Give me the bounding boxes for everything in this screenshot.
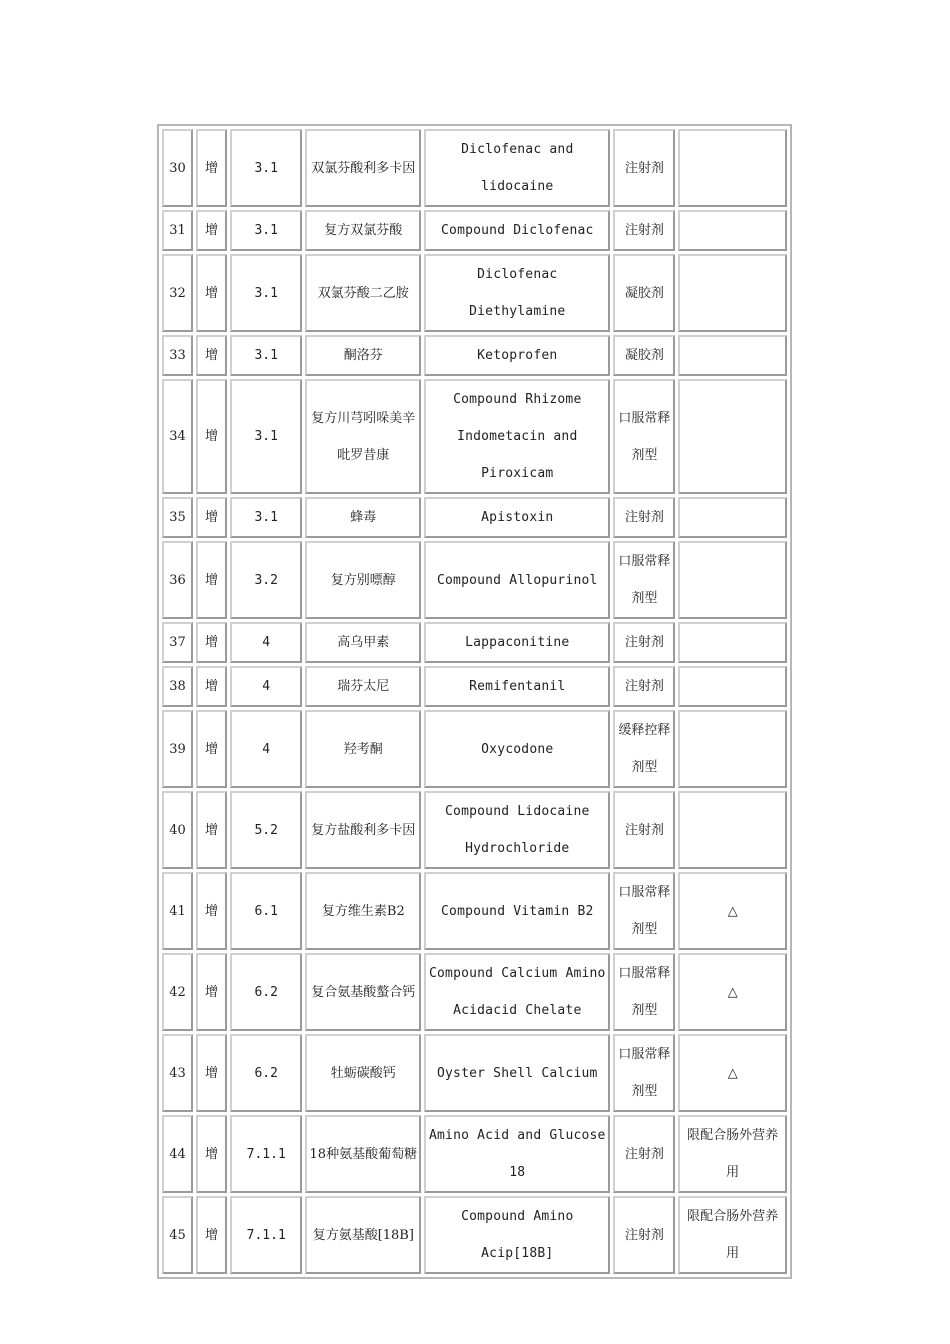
- dosage-form-cell: 注射剂: [613, 666, 675, 707]
- chinese-name-cell: 复方氨基酸[18B]: [305, 1196, 421, 1274]
- row-number-cell: 41: [162, 872, 193, 950]
- change-type-cell: 增: [196, 622, 227, 663]
- row-number-cell: 30: [162, 129, 193, 207]
- remark-cell: [678, 379, 787, 494]
- dosage-form-cell: 口服常释剂型: [613, 953, 675, 1031]
- table-row: [162, 379, 787, 494]
- english-name-cell: Compound Rhizome Indometacin and Piroxicam: [424, 379, 610, 494]
- remark-cell: [678, 254, 787, 332]
- category-code-cell: 3.1: [230, 210, 302, 251]
- english-name-cell: Lappaconitine: [424, 622, 610, 663]
- table-row: [162, 791, 787, 869]
- english-name-cell: Remifentanil: [424, 666, 610, 707]
- table-row: [162, 210, 787, 251]
- chinese-name-cell: 复方双氯芬酸: [305, 210, 421, 251]
- chinese-name-cell: 双氯芬酸二乙胺: [305, 254, 421, 332]
- change-type-cell: 增: [196, 210, 227, 251]
- change-type-cell: 增: [196, 129, 227, 207]
- remark-cell: △: [678, 872, 787, 950]
- table-row: [162, 1196, 787, 1274]
- table-row: [162, 953, 787, 1031]
- dosage-form-cell: 口服常释剂型: [613, 872, 675, 950]
- table-row: [162, 872, 787, 950]
- remark-cell: [678, 541, 787, 619]
- row-number-cell: 33: [162, 335, 193, 376]
- chinese-name-cell: 酮洛芬: [305, 335, 421, 376]
- dosage-form-cell: 凝胶剂: [613, 335, 675, 376]
- change-type-cell: 增: [196, 1115, 227, 1193]
- table-row: [162, 129, 787, 207]
- remark-cell: [678, 335, 787, 376]
- english-name-cell: Compound Lidocaine Hydrochloride: [424, 791, 610, 869]
- row-number-cell: 36: [162, 541, 193, 619]
- category-code-cell: 7.1.1: [230, 1115, 302, 1193]
- row-number-cell: 35: [162, 497, 193, 538]
- dosage-form-cell: 口服常释剂型: [613, 1034, 675, 1112]
- document-page: [157, 124, 792, 1279]
- dosage-form-cell: 口服常释剂型: [613, 541, 675, 619]
- row-number-cell: 39: [162, 710, 193, 788]
- english-name-cell: Ketoprofen: [424, 335, 610, 376]
- dosage-form-cell: 口服常释剂型: [613, 379, 675, 494]
- dosage-form-cell: 注射剂: [613, 1115, 675, 1193]
- english-name-cell: Diclofenac and lidocaine: [424, 129, 610, 207]
- remark-cell: [678, 129, 787, 207]
- remark-cell: △: [678, 953, 787, 1031]
- category-code-cell: 5.2: [230, 791, 302, 869]
- english-name-cell: Amino Acid and Glucose 18: [424, 1115, 610, 1193]
- remark-cell: [678, 791, 787, 869]
- chinese-name-cell: 18种氨基酸葡萄糖: [305, 1115, 421, 1193]
- remark-cell: △: [678, 1034, 787, 1112]
- english-name-cell: Oxycodone: [424, 710, 610, 788]
- table-row: [162, 541, 787, 619]
- english-name-cell: Compound Diclofenac: [424, 210, 610, 251]
- drug-list-table: [157, 124, 792, 1279]
- change-type-cell: 增: [196, 1034, 227, 1112]
- table-row: [162, 710, 787, 788]
- row-number-cell: 44: [162, 1115, 193, 1193]
- english-name-cell: Compound Amino Acip[18B]: [424, 1196, 610, 1274]
- change-type-cell: 增: [196, 872, 227, 950]
- dosage-form-cell: 缓释控释剂型: [613, 710, 675, 788]
- chinese-name-cell: 复方别嘌醇: [305, 541, 421, 619]
- chinese-name-cell: 牡蛎碳酸钙: [305, 1034, 421, 1112]
- dosage-form-cell: 注射剂: [613, 1196, 675, 1274]
- table-row: [162, 497, 787, 538]
- change-type-cell: 增: [196, 791, 227, 869]
- chinese-name-cell: 复方川芎吲哚美辛吡罗昔康: [305, 379, 421, 494]
- category-code-cell: 4: [230, 710, 302, 788]
- table-row: [162, 1034, 787, 1112]
- row-number-cell: 42: [162, 953, 193, 1031]
- category-code-cell: 3.1: [230, 497, 302, 538]
- table-row: [162, 622, 787, 663]
- category-code-cell: 4: [230, 666, 302, 707]
- english-name-cell: Compound Allopurinol: [424, 541, 610, 619]
- english-name-cell: Compound Calcium Amino Acidacid Chelate: [424, 953, 610, 1031]
- table-row: [162, 254, 787, 332]
- dosage-form-cell: 凝胶剂: [613, 254, 675, 332]
- category-code-cell: 7.1.1: [230, 1196, 302, 1274]
- change-type-cell: 增: [196, 710, 227, 788]
- chinese-name-cell: 复方维生素B2: [305, 872, 421, 950]
- category-code-cell: 3.1: [230, 129, 302, 207]
- remark-cell: [678, 622, 787, 663]
- change-type-cell: 增: [196, 497, 227, 538]
- change-type-cell: 增: [196, 953, 227, 1031]
- english-name-cell: Apistoxin: [424, 497, 610, 538]
- change-type-cell: 增: [196, 666, 227, 707]
- english-name-cell: Diclofenac Diethylamine: [424, 254, 610, 332]
- table-body: [162, 129, 787, 1274]
- english-name-cell: Oyster Shell Calcium: [424, 1034, 610, 1112]
- table-row: [162, 1115, 787, 1193]
- chinese-name-cell: 蜂毒: [305, 497, 421, 538]
- row-number-cell: 37: [162, 622, 193, 663]
- chinese-name-cell: 复方盐酸利多卡因: [305, 791, 421, 869]
- dosage-form-cell: 注射剂: [613, 622, 675, 663]
- remark-cell: [678, 666, 787, 707]
- category-code-cell: 3.1: [230, 379, 302, 494]
- english-name-cell: Compound Vitamin B2: [424, 872, 610, 950]
- remark-cell: [678, 710, 787, 788]
- remark-cell: [678, 210, 787, 251]
- row-number-cell: 32: [162, 254, 193, 332]
- row-number-cell: 31: [162, 210, 193, 251]
- category-code-cell: 3.2: [230, 541, 302, 619]
- category-code-cell: 6.1: [230, 872, 302, 950]
- row-number-cell: 40: [162, 791, 193, 869]
- chinese-name-cell: 羟考酮: [305, 710, 421, 788]
- chinese-name-cell: 复合氨基酸螯合钙: [305, 953, 421, 1031]
- chinese-name-cell: 高乌甲素: [305, 622, 421, 663]
- change-type-cell: 增: [196, 379, 227, 494]
- change-type-cell: 增: [196, 541, 227, 619]
- change-type-cell: 增: [196, 254, 227, 332]
- dosage-form-cell: 注射剂: [613, 129, 675, 207]
- remark-cell: 限配合肠外营养用: [678, 1115, 787, 1193]
- row-number-cell: 43: [162, 1034, 193, 1112]
- dosage-form-cell: 注射剂: [613, 791, 675, 869]
- table-row: [162, 335, 787, 376]
- category-code-cell: 3.1: [230, 254, 302, 332]
- remark-cell: [678, 497, 787, 538]
- category-code-cell: 3.1: [230, 335, 302, 376]
- remark-cell: 限配合肠外营养用: [678, 1196, 787, 1274]
- category-code-cell: 6.2: [230, 1034, 302, 1112]
- row-number-cell: 34: [162, 379, 193, 494]
- change-type-cell: 增: [196, 335, 227, 376]
- category-code-cell: 6.2: [230, 953, 302, 1031]
- table-row: [162, 666, 787, 707]
- chinese-name-cell: 瑞芬太尼: [305, 666, 421, 707]
- change-type-cell: 增: [196, 1196, 227, 1274]
- category-code-cell: 4: [230, 622, 302, 663]
- row-number-cell: 45: [162, 1196, 193, 1274]
- dosage-form-cell: 注射剂: [613, 210, 675, 251]
- chinese-name-cell: 双氯芬酸利多卡因: [305, 129, 421, 207]
- row-number-cell: 38: [162, 666, 193, 707]
- dosage-form-cell: 注射剂: [613, 497, 675, 538]
